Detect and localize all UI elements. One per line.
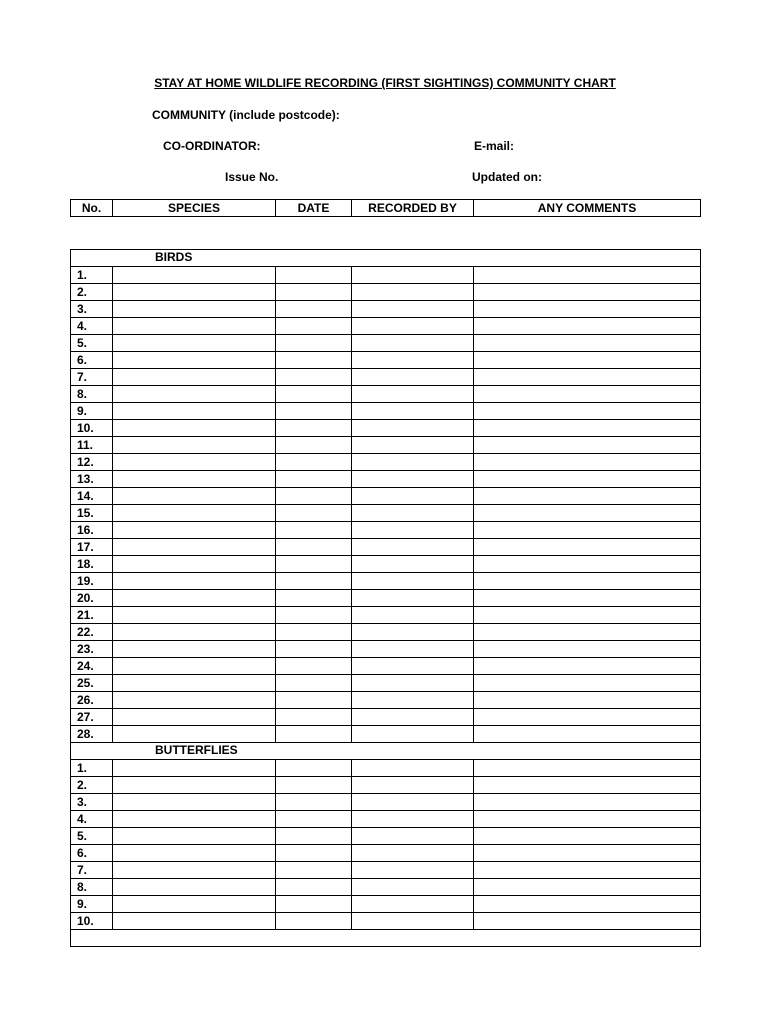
- date-cell[interactable]: [276, 607, 352, 624]
- table-row: [71, 641, 701, 658]
- row-number: 3.: [71, 794, 113, 811]
- recorded-by-cell[interactable]: [352, 471, 474, 488]
- date-cell[interactable]: [276, 335, 352, 352]
- species-cell[interactable]: [113, 386, 276, 403]
- updated-on-label: Updated on:: [472, 170, 542, 184]
- species-cell[interactable]: [113, 471, 276, 488]
- row-number: 8.: [71, 386, 113, 403]
- comments-cell[interactable]: [474, 675, 701, 692]
- row-number: 15.: [71, 505, 113, 522]
- comments-cell[interactable]: [474, 573, 701, 590]
- date-cell[interactable]: [276, 675, 352, 692]
- table-row: [71, 573, 701, 590]
- date-cell[interactable]: [276, 267, 352, 284]
- table-row: [71, 454, 701, 471]
- date-cell[interactable]: [276, 624, 352, 641]
- comments-cell[interactable]: [474, 777, 701, 794]
- section-header-birds: [71, 250, 701, 267]
- comments-cell[interactable]: [474, 624, 701, 641]
- species-cell[interactable]: [113, 505, 276, 522]
- date-cell[interactable]: [276, 811, 352, 828]
- column-header-table: [70, 199, 701, 217]
- recorded-by-cell[interactable]: [352, 335, 474, 352]
- row-number: 4.: [71, 318, 113, 335]
- date-cell[interactable]: [276, 590, 352, 607]
- row-number: 17.: [71, 539, 113, 556]
- table-row: [71, 692, 701, 709]
- row-number: 19.: [71, 573, 113, 590]
- comments-cell[interactable]: [474, 726, 701, 743]
- table-row: [71, 624, 701, 641]
- date-cell[interactable]: [276, 862, 352, 879]
- row-number: 24.: [71, 658, 113, 675]
- row-number: 2.: [71, 777, 113, 794]
- recorded-by-cell[interactable]: [352, 811, 474, 828]
- row-number: 27.: [71, 709, 113, 726]
- recorded-by-cell[interactable]: [352, 590, 474, 607]
- document-title: STAY AT HOME WILDLIFE RECORDING (FIRST SIGHTINGS) COMMUNITY CHART: [154, 76, 616, 90]
- species-cell[interactable]: [113, 913, 276, 930]
- date-cell[interactable]: [276, 454, 352, 471]
- table-row: [71, 369, 701, 386]
- row-number: 26.: [71, 692, 113, 709]
- species-cell[interactable]: [113, 539, 276, 556]
- table-row: [71, 709, 701, 726]
- column-header-comments: ANY COMMENTS: [474, 200, 701, 217]
- species-cell[interactable]: [113, 675, 276, 692]
- table-row: [71, 437, 701, 454]
- recorded-by-cell[interactable]: [352, 539, 474, 556]
- table-row: [71, 284, 701, 301]
- table-row: [71, 675, 701, 692]
- row-number: 18.: [71, 556, 113, 573]
- table-footer-row: [71, 930, 701, 947]
- section-header-cell: [71, 743, 701, 760]
- table-row: [71, 794, 701, 811]
- recorded-by-cell[interactable]: [352, 420, 474, 437]
- species-cell[interactable]: [113, 590, 276, 607]
- recorded-by-cell[interactable]: [352, 726, 474, 743]
- recorded-by-cell[interactable]: [352, 675, 474, 692]
- row-number: 7.: [71, 862, 113, 879]
- table-row: [71, 335, 701, 352]
- row-number: 8.: [71, 879, 113, 896]
- date-cell[interactable]: [276, 437, 352, 454]
- table-row: [71, 607, 701, 624]
- table-row: [71, 862, 701, 879]
- table-footer-cell: [71, 930, 701, 947]
- comments-cell[interactable]: [474, 811, 701, 828]
- recorded-by-cell[interactable]: [352, 437, 474, 454]
- recorded-by-cell[interactable]: [352, 318, 474, 335]
- column-header-row: [71, 200, 701, 217]
- recorded-by-cell[interactable]: [352, 794, 474, 811]
- email-label: E-mail:: [474, 139, 515, 153]
- table-row: [71, 505, 701, 522]
- table-row: [71, 879, 701, 896]
- date-cell[interactable]: [276, 556, 352, 573]
- recorded-by-cell[interactable]: [352, 454, 474, 471]
- comments-cell[interactable]: [474, 692, 701, 709]
- column-header-recorded-by: RECORDED BY: [352, 200, 474, 217]
- recorded-by-cell[interactable]: [352, 777, 474, 794]
- column-header-date: DATE: [276, 200, 352, 217]
- table-row: [71, 556, 701, 573]
- date-cell[interactable]: [276, 828, 352, 845]
- recorded-by-cell[interactable]: [352, 913, 474, 930]
- date-cell[interactable]: [276, 913, 352, 930]
- row-number: 3.: [71, 301, 113, 318]
- comments-cell[interactable]: [474, 471, 701, 488]
- table-row: [71, 318, 701, 335]
- section-header-butterflies: [71, 743, 701, 760]
- comments-cell[interactable]: [474, 760, 701, 777]
- recorded-by-cell[interactable]: [352, 522, 474, 539]
- date-cell[interactable]: [276, 845, 352, 862]
- comments-cell[interactable]: [474, 658, 701, 675]
- comments-cell[interactable]: [474, 522, 701, 539]
- species-cell[interactable]: [113, 760, 276, 777]
- species-cell[interactable]: [113, 607, 276, 624]
- date-cell[interactable]: [276, 760, 352, 777]
- row-number: 5.: [71, 335, 113, 352]
- species-cell[interactable]: [113, 845, 276, 862]
- comments-cell[interactable]: [474, 352, 701, 369]
- comments-cell[interactable]: [474, 454, 701, 471]
- recorded-by-cell[interactable]: [352, 556, 474, 573]
- comments-cell[interactable]: [474, 913, 701, 930]
- recorded-by-cell[interactable]: [352, 624, 474, 641]
- table-row: [71, 403, 701, 420]
- row-number: 9.: [71, 896, 113, 913]
- date-cell[interactable]: [276, 794, 352, 811]
- row-number: 1.: [71, 267, 113, 284]
- table-row: [71, 522, 701, 539]
- species-cell[interactable]: [113, 794, 276, 811]
- recorded-by-cell[interactable]: [352, 879, 474, 896]
- date-cell[interactable]: [276, 318, 352, 335]
- comments-cell[interactable]: [474, 335, 701, 352]
- recorded-by-cell[interactable]: [352, 862, 474, 879]
- comments-cell[interactable]: [474, 420, 701, 437]
- date-cell[interactable]: [276, 471, 352, 488]
- recorded-by-cell[interactable]: [352, 386, 474, 403]
- row-number: 7.: [71, 369, 113, 386]
- comments-cell[interactable]: [474, 386, 701, 403]
- species-cell[interactable]: [113, 420, 276, 437]
- species-cell[interactable]: [113, 573, 276, 590]
- date-cell[interactable]: [276, 726, 352, 743]
- table-row: [71, 828, 701, 845]
- recorded-by-cell[interactable]: [352, 301, 474, 318]
- species-cell[interactable]: [113, 862, 276, 879]
- comments-cell[interactable]: [474, 301, 701, 318]
- comments-cell[interactable]: [474, 709, 701, 726]
- issue-number-label: Issue No.: [225, 170, 279, 184]
- date-cell[interactable]: [276, 420, 352, 437]
- section-title-birds: BIRDS: [155, 250, 193, 264]
- community-label: COMMUNITY (include postcode):: [152, 108, 340, 122]
- date-cell[interactable]: [276, 709, 352, 726]
- species-cell[interactable]: [113, 692, 276, 709]
- species-cell[interactable]: [113, 301, 276, 318]
- recorded-by-cell[interactable]: [352, 641, 474, 658]
- date-cell[interactable]: [276, 352, 352, 369]
- species-cell[interactable]: [113, 641, 276, 658]
- recorded-by-cell[interactable]: [352, 845, 474, 862]
- table-row: [71, 267, 701, 284]
- date-cell[interactable]: [276, 505, 352, 522]
- date-cell[interactable]: [276, 658, 352, 675]
- table-row: [71, 420, 701, 437]
- date-cell[interactable]: [276, 896, 352, 913]
- comments-cell[interactable]: [474, 539, 701, 556]
- date-cell[interactable]: [276, 777, 352, 794]
- species-cell[interactable]: [113, 522, 276, 539]
- table-row: [71, 658, 701, 675]
- table-row: [71, 896, 701, 913]
- table-row: [71, 913, 701, 930]
- table-row: [71, 488, 701, 505]
- comments-cell[interactable]: [474, 828, 701, 845]
- species-cell[interactable]: [113, 318, 276, 335]
- species-cell[interactable]: [113, 624, 276, 641]
- recorded-by-cell[interactable]: [352, 709, 474, 726]
- recorded-by-cell[interactable]: [352, 352, 474, 369]
- recorded-by-cell[interactable]: [352, 692, 474, 709]
- date-cell[interactable]: [276, 488, 352, 505]
- row-number: 25.: [71, 675, 113, 692]
- table-row: [71, 811, 701, 828]
- species-cell[interactable]: [113, 437, 276, 454]
- date-cell[interactable]: [276, 386, 352, 403]
- comments-cell[interactable]: [474, 641, 701, 658]
- comments-cell[interactable]: [474, 403, 701, 420]
- coordinator-label: CO-ORDINATOR:: [163, 139, 261, 153]
- table-row: [71, 590, 701, 607]
- recorded-by-cell[interactable]: [352, 284, 474, 301]
- species-cell[interactable]: [113, 369, 276, 386]
- comments-cell[interactable]: [474, 896, 701, 913]
- row-number: 14.: [71, 488, 113, 505]
- recorded-by-cell[interactable]: [352, 896, 474, 913]
- row-number: 6.: [71, 845, 113, 862]
- species-cell[interactable]: [113, 811, 276, 828]
- date-cell[interactable]: [276, 369, 352, 386]
- species-cell[interactable]: [113, 403, 276, 420]
- comments-cell[interactable]: [474, 318, 701, 335]
- comments-cell[interactable]: [474, 505, 701, 522]
- comments-cell[interactable]: [474, 845, 701, 862]
- recorded-by-cell[interactable]: [352, 267, 474, 284]
- column-header-no: No.: [71, 200, 113, 217]
- recorded-by-cell[interactable]: [352, 488, 474, 505]
- row-number: 1.: [71, 760, 113, 777]
- species-cell[interactable]: [113, 488, 276, 505]
- date-cell[interactable]: [276, 301, 352, 318]
- recorded-by-cell[interactable]: [352, 828, 474, 845]
- table-row: [71, 760, 701, 777]
- species-cell[interactable]: [113, 896, 276, 913]
- species-cell[interactable]: [113, 777, 276, 794]
- comments-cell[interactable]: [474, 590, 701, 607]
- row-number: 13.: [71, 471, 113, 488]
- date-cell[interactable]: [276, 539, 352, 556]
- recorded-by-cell[interactable]: [352, 607, 474, 624]
- row-number: 10.: [71, 913, 113, 930]
- recorded-by-cell[interactable]: [352, 573, 474, 590]
- recorded-by-cell[interactable]: [352, 760, 474, 777]
- species-cell[interactable]: [113, 879, 276, 896]
- species-cell[interactable]: [113, 335, 276, 352]
- row-number: 5.: [71, 828, 113, 845]
- comments-cell[interactable]: [474, 267, 701, 284]
- row-number: 21.: [71, 607, 113, 624]
- date-cell[interactable]: [276, 879, 352, 896]
- comments-cell[interactable]: [474, 607, 701, 624]
- table-row: [71, 386, 701, 403]
- table-row: [71, 301, 701, 318]
- species-cell[interactable]: [113, 828, 276, 845]
- row-number: 28.: [71, 726, 113, 743]
- table-row: [71, 726, 701, 743]
- section-title-butterflies: BUTTERFLIES: [155, 743, 238, 757]
- comments-cell[interactable]: [474, 556, 701, 573]
- date-cell[interactable]: [276, 573, 352, 590]
- species-cell[interactable]: [113, 352, 276, 369]
- row-number: 20.: [71, 590, 113, 607]
- table-row: [71, 539, 701, 556]
- comments-cell[interactable]: [474, 862, 701, 879]
- section-header-cell: [71, 250, 701, 267]
- species-cell[interactable]: [113, 284, 276, 301]
- recorded-by-cell[interactable]: [352, 505, 474, 522]
- comments-cell[interactable]: [474, 437, 701, 454]
- species-cell[interactable]: [113, 267, 276, 284]
- table-row: [71, 845, 701, 862]
- row-number: 11.: [71, 437, 113, 454]
- row-number: 10.: [71, 420, 113, 437]
- comments-cell[interactable]: [474, 488, 701, 505]
- recorded-by-cell[interactable]: [352, 658, 474, 675]
- species-cell[interactable]: [113, 726, 276, 743]
- comments-cell[interactable]: [474, 369, 701, 386]
- species-cell[interactable]: [113, 556, 276, 573]
- row-number: 2.: [71, 284, 113, 301]
- row-number: 16.: [71, 522, 113, 539]
- comments-cell[interactable]: [474, 794, 701, 811]
- row-number: 23.: [71, 641, 113, 658]
- comments-cell[interactable]: [474, 879, 701, 896]
- row-number: 9.: [71, 403, 113, 420]
- date-cell[interactable]: [276, 522, 352, 539]
- sightings-table: [70, 249, 701, 947]
- table-row: [71, 777, 701, 794]
- date-cell[interactable]: [276, 403, 352, 420]
- species-cell[interactable]: [113, 658, 276, 675]
- species-cell[interactable]: [113, 454, 276, 471]
- row-number: 6.: [71, 352, 113, 369]
- table-row: [71, 352, 701, 369]
- table-row: [71, 471, 701, 488]
- column-header-species: SPECIES: [113, 200, 276, 217]
- date-cell[interactable]: [276, 641, 352, 658]
- comments-cell[interactable]: [474, 284, 701, 301]
- row-number: 4.: [71, 811, 113, 828]
- date-cell[interactable]: [276, 692, 352, 709]
- row-number: 12.: [71, 454, 113, 471]
- recorded-by-cell[interactable]: [352, 403, 474, 420]
- recorded-by-cell[interactable]: [352, 369, 474, 386]
- species-cell[interactable]: [113, 709, 276, 726]
- row-number: 22.: [71, 624, 113, 641]
- date-cell[interactable]: [276, 284, 352, 301]
